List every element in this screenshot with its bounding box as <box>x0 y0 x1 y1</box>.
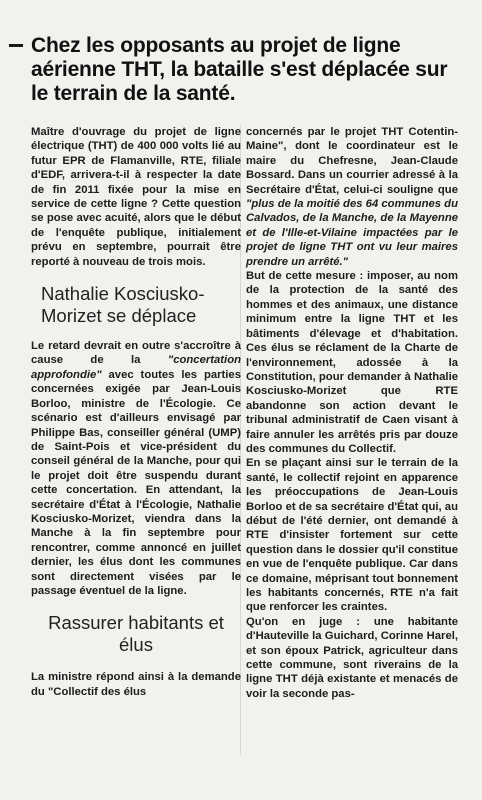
paragraph-minister: La ministre répond ainsi à la demande du "Collectif des élus <box>31 671 241 698</box>
quote-mayors: "plus de la moitié des 64 communes du Calvados, de la Manche, de la Mayenne et de l'Ille-et-Vilaine impactées par le projet de ligne THT ont vu leur maires prendre un arrêté." <box>246 198 458 268</box>
intro-paragraph: Maître d'ouvrage du projet de ligne électrique (THT) de 400 000 volts lié au futur EPR de Flamanville, RTE, filiale d'EDF, arrivera-t-il à respecter la date de fin 2011 fixée pour la mise en service de cette ligne ? Cette question se pose avec acuité, alors que le début de l'enquête publique, initialement prévu en septembre, pourrait être reporté à nouveau de trois mois. <box>31 126 241 268</box>
quote-concertation: "concertation approfondie" <box>31 354 241 381</box>
paragraph-collective-start: concernés par le projet THT Cotentin-Maine", dont le coordinateur est le maire du Chefresne, Jean-Claude Bossard. Dans un courrier adressé à la Secrétaire d'État, celui-ci souligne que <box>246 126 458 196</box>
paragraph-delay-start: Le retard devrait en outre s'accroître à cause de la <box>31 340 241 367</box>
paragraph-example: Qu'on en juge : une habitante d'Hauteville la Guichard, Corinne Harel, et son époux Patrick, agriculteur dans cette commune, sont riverains de la ligne THT déjà existante et menacés de voir la seconde pas- <box>246 615 458 700</box>
article-column-right <box>246 125 458 701</box>
paragraph-delay <box>31 339 241 598</box>
article-column-left <box>31 125 241 699</box>
paragraph-delay-rest: avec toutes les parties concernées exigée par Jean-Louis Borloo, ministre de l'Écologie. Ce scénario est d'ailleurs envisagé par Philippe Bas, conseiller général (UMP) de Saint-Pois et vice-président du conseil général de la Manche, pour qui le projet doit être suspendu durant cette concertation. En attendant, la secrétaire d'État à l'Écologie, Nathalie Kosciusko-Morizet, viendra dans la Manche à la fin septembre pour rencontrer, comme annoncé en juillet dernier, les élus dont les communes sont directement visées par le passage éventuel de la ligne. <box>31 368 241 597</box>
column-marker-rule <box>9 44 23 47</box>
paragraph-health: En se plaçant ainsi sur le terrain de la santé, le collectif rejoint en apparence les préoccupations de Jean-Louis Borloo et de sa secrétaire d'État qui, au début de l'été dernier, ont demandé à RTE d'insister fortement sur cette question dans le dossier qu'il constitue en vue de l'enquête publique. Car dans ce domaine, méprisant tout bonnement les habitants concernés, RTE n'a fait que renforcer les craintes. <box>246 457 458 614</box>
paragraph-collective <box>246 125 458 269</box>
paragraph-purpose: But de cette mesure : imposer, au nom de la protection de la santé des hommes et des animaux, une distance minimum entre la ligne THT et les bâtiments d'élevage et d'habitation. Ces élus se réclament de la Charte de l'environnement, adossée à la Constitution, pour demander à Nathalie Kosciusko-Morizet que RTE abandonne son action devant le tribunal administratif de Caen visant à faire annuler les arrêtés pris par douze des communes du Collectif. <box>246 270 458 455</box>
subhead-nkm: Nathalie Kosciusko-Morizet se déplace <box>41 283 205 327</box>
article-headline: Chez les opposants au projet de ligne aérienne THT, la bataille s'est déplacée sur le terrain de la santé. <box>31 34 448 105</box>
subhead-reassure: Rassurer habitants et élus <box>48 612 224 656</box>
